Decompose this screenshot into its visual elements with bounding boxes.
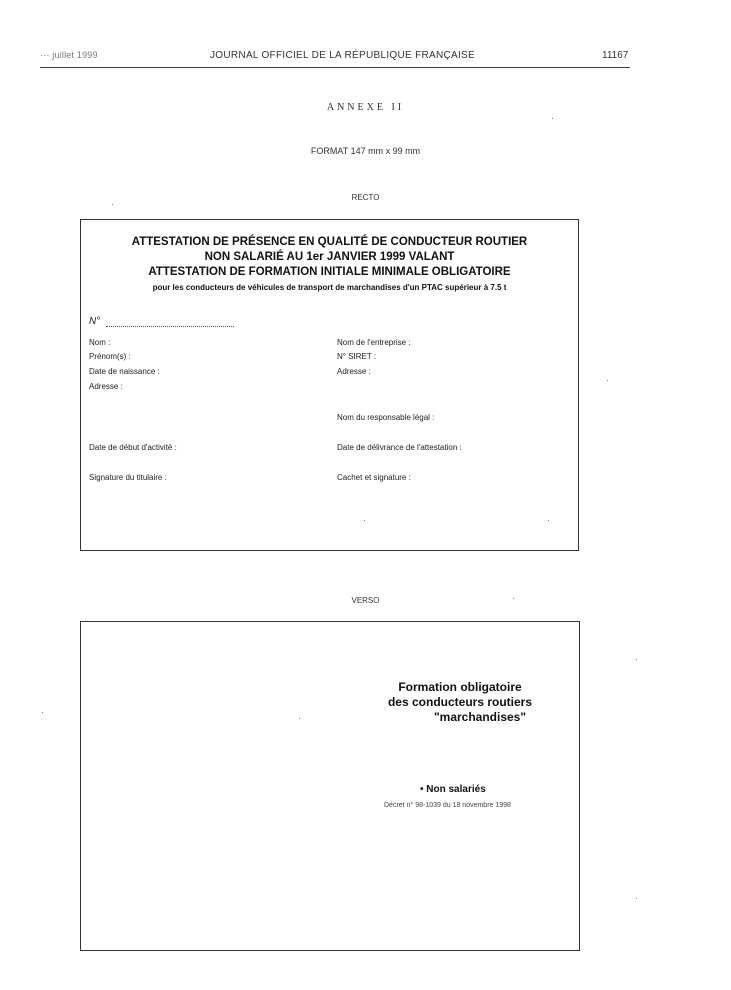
field-cachet-signature: Cachet et signature : bbox=[337, 473, 411, 482]
annexe-heading: ANNEXE II bbox=[326, 102, 405, 113]
scan-speck bbox=[513, 598, 514, 599]
field-nom-entreprise: Nom de l'entreprise : bbox=[337, 338, 411, 347]
field-responsable-legal: Nom du responsable légal : bbox=[337, 413, 435, 422]
scan-speck bbox=[548, 520, 549, 521]
page-number: 11167 bbox=[602, 50, 629, 61]
scan-speck bbox=[636, 659, 637, 660]
field-adresse-entreprise: Adresse : bbox=[337, 367, 371, 376]
verso-title-line-1: Formation obligatoire bbox=[398, 680, 522, 694]
numero-dotted-line bbox=[106, 318, 234, 327]
header-date: ··· juillet 1999 bbox=[40, 50, 98, 60]
scan-speck bbox=[112, 204, 113, 205]
verso-decret: Décret n° 98-1039 du 18 novembre 1998 bbox=[384, 802, 511, 809]
scan-speck bbox=[299, 718, 300, 719]
field-siret: N° SIRET : bbox=[337, 352, 377, 361]
verso-title-line-2: des conducteurs routiers bbox=[387, 695, 533, 709]
recto-title-line-2: NON SALARIÉ AU 1er JANVIER 1999 VALANT bbox=[204, 251, 455, 263]
recto-title-line-1: ATTESTATION DE PRÉSENCE EN QUALITÉ DE CONDUCTEUR ROUTIER bbox=[131, 236, 528, 248]
verso-label: VERSO bbox=[351, 596, 380, 605]
scan-speck bbox=[42, 712, 43, 713]
header-rule bbox=[40, 67, 630, 68]
field-date-delivrance: Date de délivrance de l'attestation : bbox=[337, 443, 462, 452]
scan-speck bbox=[364, 520, 365, 521]
field-adresse-titulaire: Adresse : bbox=[89, 382, 123, 391]
field-signature-titulaire: Signature du titulaire : bbox=[89, 473, 167, 482]
field-date-debut-activite: Date de début d'activité : bbox=[89, 443, 177, 452]
scan-speck bbox=[636, 898, 637, 899]
scan-speck bbox=[607, 380, 608, 381]
recto-label: RECTO bbox=[351, 193, 380, 202]
verso-card bbox=[80, 621, 580, 951]
numero-label: N° bbox=[89, 316, 101, 327]
field-nom: Nom : bbox=[89, 338, 111, 347]
field-date-naissance: Date de naissance : bbox=[89, 367, 160, 376]
journal-title: JOURNAL OFFICIEL DE LA RÉPUBLIQUE FRANÇAISE bbox=[210, 50, 475, 61]
scan-speck bbox=[552, 118, 553, 119]
recto-subtitle: pour les conducteurs de véhicules de transport de marchandises d'un PTAC supérieur à 7.5 t bbox=[152, 283, 507, 292]
field-prenom: Prénom(s) : bbox=[89, 352, 131, 361]
verso-title-line-3: "marchandises" bbox=[433, 710, 527, 724]
verso-bullet-non-salaries: • Non salariés bbox=[420, 784, 486, 795]
format-label: FORMAT 147 mm x 99 mm bbox=[310, 146, 421, 156]
recto-title-line-3: ATTESTATION DE FORMATION INITIALE MINIMALE OBLIGATOIRE bbox=[148, 266, 511, 278]
